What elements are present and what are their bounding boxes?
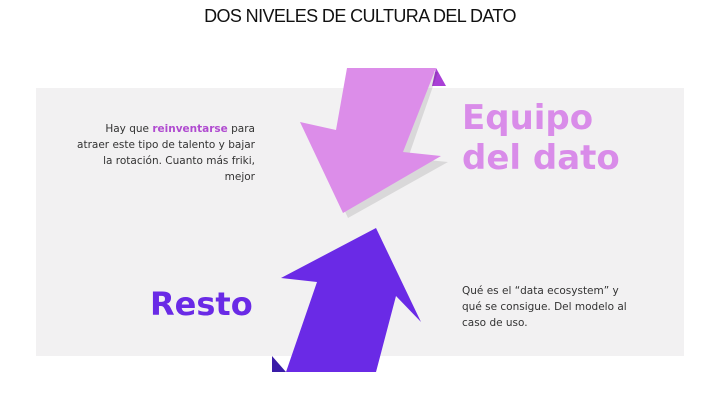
team-description-start: Hay que (105, 123, 153, 135)
rest-arrow-fold (272, 356, 286, 372)
team-description-end: para atraer este tipo de talento y bajar la rotación. Cuanto más friki, mejor (77, 123, 255, 183)
team-arrow (300, 68, 441, 213)
slide-title: DOS NIVELES DE CULTURA DEL DATO (204, 6, 516, 26)
team-heading (462, 98, 620, 178)
rest-arrow (281, 228, 421, 372)
rest-description: Qué es el “data ecosystem” y qué se consigue. Del modelo al caso de uso. (462, 285, 627, 329)
team-description (70, 121, 255, 185)
team-description-highlight: reinventarse (152, 123, 228, 135)
team-heading-line2: del dato (462, 138, 620, 178)
team-heading-line1: Equipo (462, 98, 594, 138)
rest-heading: Resto (150, 285, 253, 323)
